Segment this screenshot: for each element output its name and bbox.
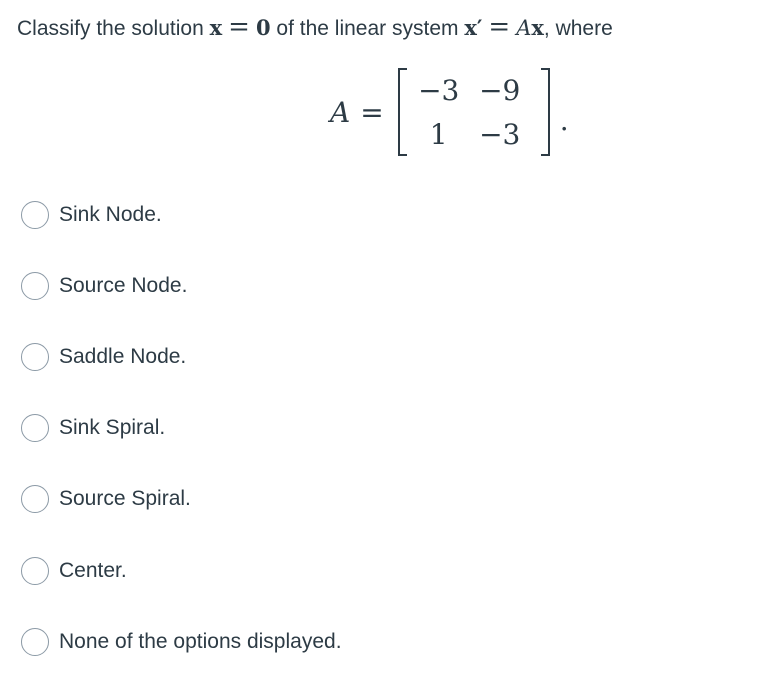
matrix-equation [330,66,569,158]
right-bracket [541,68,550,156]
answer-label: Source Spiral. [59,487,191,510]
radio-button[interactable] [21,557,49,585]
zero-vector-symbol: 0 [255,15,271,40]
radio-button[interactable] [21,414,49,442]
answer-label: Center. [59,559,127,582]
matrix-cell: −9 [479,73,521,107]
left-bracket [398,68,407,156]
matrix-cell: −3 [418,73,460,107]
matrix-period: . [559,103,569,137]
radio-button[interactable] [21,343,49,371]
matrix-lhs: A [330,95,351,129]
answer-label: None of the options displayed. [59,630,342,653]
vector-x-prime-symbol: x′ [464,15,483,40]
answer-label: Source Node. [59,274,188,297]
answer-label: Sink Spiral. [59,416,166,439]
matrix-grid [407,68,541,156]
answer-option[interactable] [21,481,191,517]
answer-option[interactable] [21,197,162,233]
equals-sign: = [228,12,250,42]
question-prefix: Classify the solution [17,17,204,40]
radio-button[interactable] [21,201,49,229]
question-text [17,10,777,46]
answer-option[interactable] [21,553,127,589]
answer-label: Sink Node. [59,203,162,226]
answer-option[interactable] [21,339,186,375]
question-middle: of the linear system [276,17,459,40]
matrix-a-symbol: A [516,16,532,40]
equals-sign-2: = [488,12,511,42]
matrix-cell: 1 [429,117,448,151]
matrix-cell: −3 [479,117,521,151]
radio-button[interactable] [21,628,49,656]
answer-option[interactable] [21,624,342,660]
matrix-equals: = [360,95,384,129]
radio-button[interactable] [21,485,49,513]
vector-x-symbol-2: x [531,15,544,40]
answer-label: Saddle Node. [59,345,187,368]
radio-button[interactable] [21,272,49,300]
answer-option[interactable] [21,268,187,304]
answer-option[interactable] [21,410,165,446]
question-suffix: , where [543,17,613,40]
vector-x-symbol: x [209,15,223,40]
